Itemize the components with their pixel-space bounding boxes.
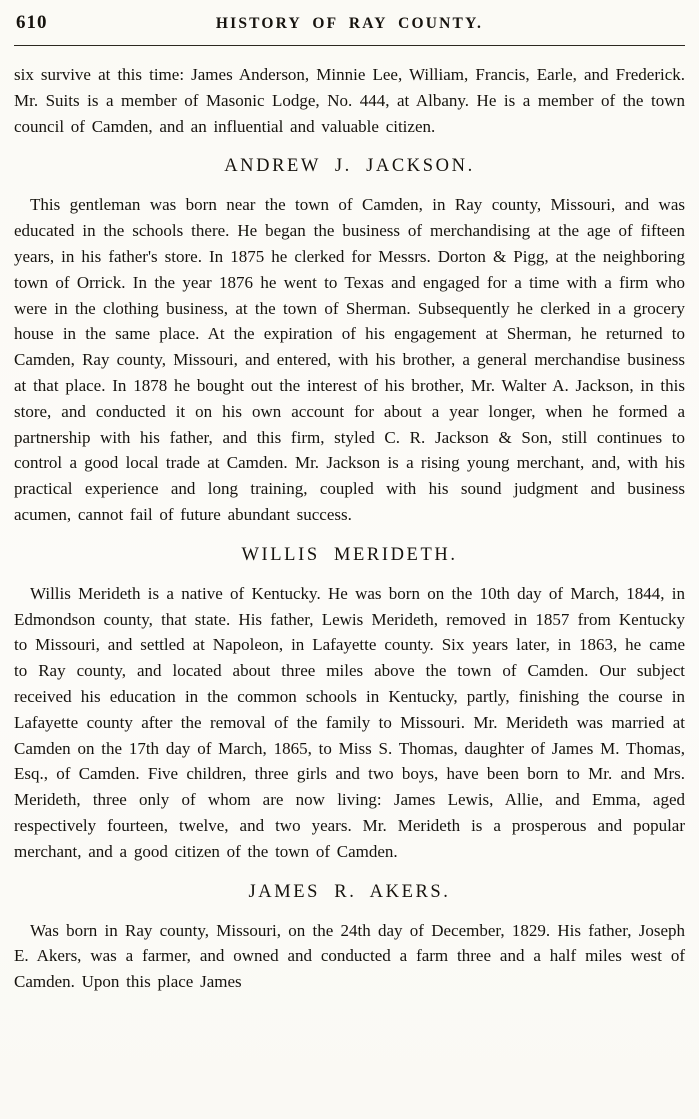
section-heading-james-r-akers: JAMES R. AKERS. bbox=[248, 881, 451, 902]
paragraph-willis-merideth: Willis Merideth is a native of Kentucky. He was born on the 10th day of March, 1844, in Edmondson county, that state. His father, Lewis Merideth, removed in 1857 from Kentucky to Missouri, and settled at Napoleon, in Lafayette county. Six years later, in 1863, he came to Ray county, and located about three miles above the town of Camden. Our subject received his education in the common schools in Kentucky, partly, finishing the course in Lafayette county after the removal of the family to Missouri. Mr. Merideth was married at Camden on the 17th day of March, 1865, to Miss S. Thomas, daughter of James M. Thomas, Esq., of Camden. Five children, three girls and two boys, have been born to Mr. and Mrs. Merideth, three only of whom are now living: James Lewis, Allie, and Emma, aged respectively fourteen, twelve, and two years. Mr. Merideth is a prosperous and popular merchant, and a good citizen of the town of Camden. bbox=[14, 583, 685, 861]
paragraph-andrew-j-jackson: This gentleman was born near the town of Camden, in Ray county, Missouri, and was educated in the schools there. He began the business of merchandising at the age of fifteen years, in his father's store. In 1875 he clerked for Messrs. Dorton & Pigg, at the neighboring town of Orrick. In the year 1876 he went to Texas and engaged for a time with a firm who were in the clothing business, at the town of Sherman. Subsequently he clerked in a grocery house in the same place. At the expiration of his engagement at Sherman, he returned to Camden, Ray county, Missouri, and entered, with his brother, a general merchandise business at that place. In 1878 he bought out the interest of his brother, Mr. Walter A. Jackson, in this store, and conducted it on his own account for about a year longer, when he formed a partnership with his father, and this firm, styled C. R. Jackson & Son, still continues to control a good local trade at Camden. Mr. Jackson is a rising young merchant, and, with his practical experience and long training, coupled with his sound judgment and business acumen, cannot fail of future abundant success. bbox=[14, 195, 685, 524]
paragraph-intro-continuation: six survive at this time: James Anderson, Minnie Lee, William, Francis, Earle, and Frederick. Mr. Suits is a member of Masonic Lodge, No. 444, at Albany. He is a member of the town council of Camden, and an influential and valuable citizen. bbox=[14, 65, 685, 136]
section-heading-willis-merideth: WILLIS MERIDETH. bbox=[241, 544, 458, 565]
page-number: 610 bbox=[16, 12, 48, 33]
running-title: HISTORY OF RAY COUNTY. bbox=[215, 15, 484, 32]
paragraph-james-r-akers: Was born in Ray county, Missouri, on the 24th day of December, 1829. His father, Joseph E. Akers, was a farmer, and owned and conducted a farm three and a half miles west of Camden. Upon this place James bbox=[14, 920, 685, 992]
section-heading-andrew-j-jackson: ANDREW J. JACKSON. bbox=[224, 156, 475, 177]
header-rule bbox=[14, 45, 685, 46]
page-header bbox=[14, 12, 685, 39]
page-body bbox=[14, 62, 685, 995]
